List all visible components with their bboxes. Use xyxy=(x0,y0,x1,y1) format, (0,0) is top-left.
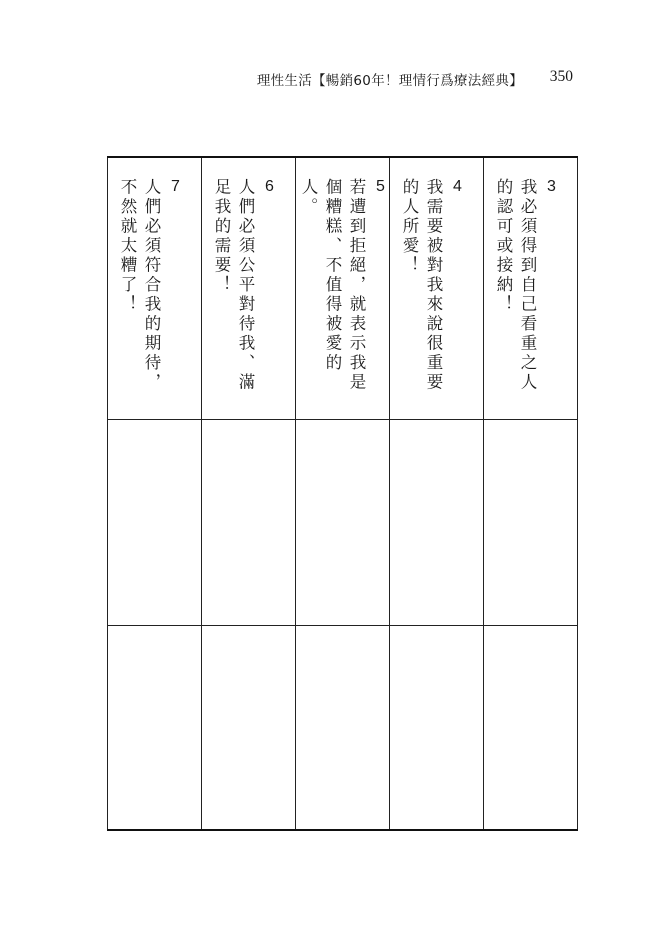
belief-cell-4 xyxy=(390,157,484,419)
blank-cell xyxy=(296,419,390,625)
belief-text-6 xyxy=(209,158,295,398)
belief-text-4 xyxy=(397,158,483,398)
blank-cell xyxy=(108,625,202,830)
belief-worksheet-table xyxy=(107,156,578,831)
belief-row xyxy=(108,157,578,419)
blank-cell xyxy=(108,419,202,625)
belief-number: 6 xyxy=(261,178,278,198)
belief-text-7 xyxy=(115,158,201,398)
blank-cell xyxy=(484,419,578,625)
blank-cell xyxy=(484,625,578,830)
belief-cell-7 xyxy=(108,157,202,419)
belief-number: 5 xyxy=(372,178,389,198)
belief-statement: 我必須得到自己看重之人的認可或接納！ xyxy=(494,178,537,393)
belief-statement: 人們必須符合我的期待，不然就太糟了！ xyxy=(118,178,161,393)
belief-number: 3 xyxy=(543,178,560,198)
blank-cell xyxy=(390,625,484,830)
belief-text-3 xyxy=(491,158,577,398)
belief-cell-6 xyxy=(202,157,296,419)
blank-cell xyxy=(202,419,296,625)
page-number: 350 xyxy=(549,68,573,85)
belief-statement: 人們必須公平對待我、滿足我的需要！ xyxy=(212,178,255,393)
running-header xyxy=(0,69,663,91)
belief-statement: 若遭到拒絕，就表示我是個糟糕、不值得被愛的人。 xyxy=(299,178,366,393)
blank-cell xyxy=(202,625,296,830)
belief-statement: 我需要被對我來說很重要的人所愛！ xyxy=(400,178,443,393)
blank-cell xyxy=(296,625,390,830)
belief-number: 4 xyxy=(449,178,466,198)
belief-number: 7 xyxy=(167,178,184,198)
belief-cell-5 xyxy=(296,157,390,419)
blank-cell xyxy=(390,419,484,625)
blank-answer-row xyxy=(108,419,578,625)
book-title: 理性生活【暢銷60年！理情行爲療法經典】 xyxy=(256,73,523,89)
belief-cell-3 xyxy=(484,157,578,419)
blank-answer-row xyxy=(108,625,578,830)
